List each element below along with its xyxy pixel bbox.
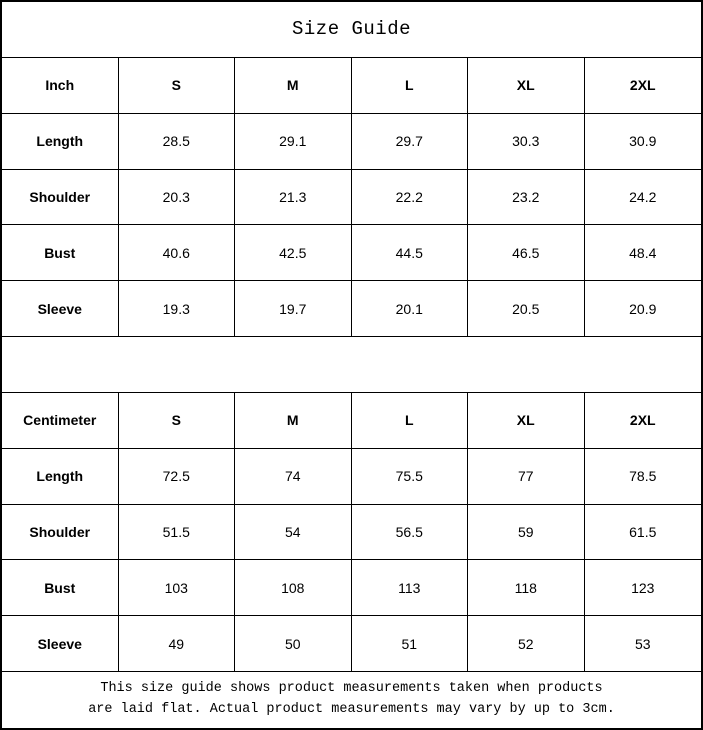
inch-sleeve-label: Sleeve — [2, 281, 119, 337]
cm-length-label: Length — [2, 449, 119, 505]
cm-size-header-m: M — [235, 393, 352, 449]
inch-bust-2xl: 48.4 — [585, 225, 702, 281]
inch-unit-header: Inch — [2, 58, 119, 114]
cm-unit-header: Centimeter — [2, 393, 119, 449]
inch-bust-m: 42.5 — [235, 225, 352, 281]
cm-sleeve-l: 51 — [352, 616, 469, 672]
cm-bust-s: 103 — [119, 560, 236, 616]
cm-sleeve-s: 49 — [119, 616, 236, 672]
cm-sleeve-2xl: 53 — [585, 616, 702, 672]
inch-shoulder-m: 21.3 — [235, 170, 352, 226]
inch-length-label: Length — [2, 114, 119, 170]
size-header-s: S — [119, 58, 236, 114]
cm-bust-m: 108 — [235, 560, 352, 616]
cm-length-2xl: 78.5 — [585, 449, 702, 505]
inch-length-2xl: 30.9 — [585, 114, 702, 170]
inch-length-l: 29.7 — [352, 114, 469, 170]
cm-bust-label: Bust — [2, 560, 119, 616]
footer-note-line-2: are laid flat. Actual product measurements may vary by up to 3cm. — [88, 702, 615, 718]
footer-note-line-1: This size guide shows product measurements taken when products — [100, 681, 603, 697]
inch-shoulder-xl: 23.2 — [468, 170, 585, 226]
inch-sleeve-l: 20.1 — [352, 281, 469, 337]
inch-bust-s: 40.6 — [119, 225, 236, 281]
inch-sleeve-xl: 20.5 — [468, 281, 585, 337]
cm-shoulder-m: 54 — [235, 505, 352, 561]
cm-length-m: 74 — [235, 449, 352, 505]
size-header-xl: XL — [468, 58, 585, 114]
inch-shoulder-l: 22.2 — [352, 170, 469, 226]
cm-size-header-s: S — [119, 393, 236, 449]
cm-shoulder-label: Shoulder — [2, 505, 119, 561]
inch-length-m: 29.1 — [235, 114, 352, 170]
cm-shoulder-xl: 59 — [468, 505, 585, 561]
cm-length-l: 75.5 — [352, 449, 469, 505]
cm-length-s: 72.5 — [119, 449, 236, 505]
cm-shoulder-s: 51.5 — [119, 505, 236, 561]
cm-sleeve-label: Sleeve — [2, 616, 119, 672]
cm-shoulder-l: 56.5 — [352, 505, 469, 561]
size-header-m: M — [235, 58, 352, 114]
cm-length-xl: 77 — [468, 449, 585, 505]
cm-bust-2xl: 123 — [585, 560, 702, 616]
cm-size-header-xl: XL — [468, 393, 585, 449]
inch-bust-xl: 46.5 — [468, 225, 585, 281]
cm-sleeve-m: 50 — [235, 616, 352, 672]
cm-size-header-2xl: 2XL — [585, 393, 702, 449]
inch-sleeve-m: 19.7 — [235, 281, 352, 337]
inch-length-xl: 30.3 — [468, 114, 585, 170]
page-title: Size Guide — [2, 2, 701, 58]
spacer-row — [2, 337, 701, 393]
inch-bust-label: Bust — [2, 225, 119, 281]
inch-sleeve-s: 19.3 — [119, 281, 236, 337]
inch-shoulder-s: 20.3 — [119, 170, 236, 226]
cm-sleeve-xl: 52 — [468, 616, 585, 672]
cm-bust-xl: 118 — [468, 560, 585, 616]
inch-shoulder-2xl: 24.2 — [585, 170, 702, 226]
size-header-2xl: 2XL — [585, 58, 702, 114]
inch-sleeve-2xl: 20.9 — [585, 281, 702, 337]
footer-note — [2, 672, 701, 728]
size-header-l: L — [352, 58, 469, 114]
inch-length-s: 28.5 — [119, 114, 236, 170]
cm-size-header-l: L — [352, 393, 469, 449]
cm-bust-l: 113 — [352, 560, 469, 616]
inch-shoulder-label: Shoulder — [2, 170, 119, 226]
cm-shoulder-2xl: 61.5 — [585, 505, 702, 561]
inch-bust-l: 44.5 — [352, 225, 469, 281]
